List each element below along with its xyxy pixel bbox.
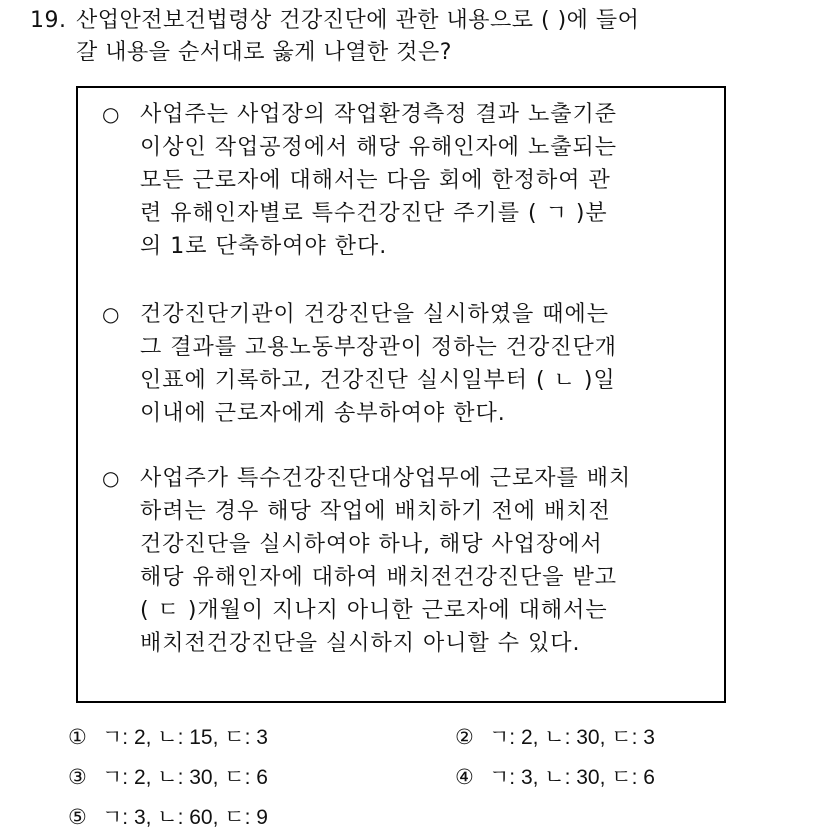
option-marker: ⑤ <box>68 806 87 829</box>
box-item-line: 건강진단기관이 건강진단을 실시하였을 때에는 <box>140 302 610 327</box>
option-3[interactable] <box>68 763 268 793</box>
option-marker: ③ <box>68 766 87 789</box>
option-text: ㄱ: 3, ㄴ: 60, ㄷ: 9 <box>102 806 268 829</box>
option-marker: ② <box>455 726 474 749</box>
box-item-line: 이내에 근로자에게 송부하여야 한다. <box>140 401 506 426</box>
box-item-line: 하려는 경우 해당 작업에 배치하기 전에 배치전 <box>140 499 611 524</box>
box-item-line: 그 결과를 고용노동부장관이 정하는 건강진단개 <box>140 335 618 360</box>
box-item-line: 건강진단을 실시하여야 하나, 해당 사업장에서 <box>140 532 603 557</box>
box-item-line: 이상인 작업공정에서 해당 유해인자에 노출되는 <box>140 135 618 160</box>
option-marker: ① <box>68 726 87 749</box>
option-5[interactable] <box>68 803 268 833</box>
option-text: ㄱ: 2, ㄴ: 30, ㄷ: 6 <box>102 766 268 789</box>
box-item-line: 인표에 기록하고, 건강진단 실시일부터 ( ㄴ )일 <box>140 368 616 393</box>
box-item-3 <box>102 462 712 660</box>
option-marker: ④ <box>455 766 474 789</box>
option-text: ㄱ: 3, ㄴ: 30, ㄷ: 6 <box>489 766 655 789</box>
box-item-line: 사업주는 사업장의 작업환경측정 결과 노출기준 <box>140 102 618 127</box>
bullet-circle-icon: ○ <box>102 302 120 326</box>
box-item-line: 모든 근로자에 대해서는 다음 회에 한정하여 관 <box>140 168 611 193</box>
box-item-line: 해당 유해인자에 대하여 배치전건강진단을 받고 <box>140 565 618 590</box>
box-item-line: ( ㄷ )개월이 지나지 아니한 근로자에 대해서는 <box>140 598 608 623</box>
box-item-line: 배치전건강진단을 실시하지 아니할 수 있다. <box>140 631 581 656</box>
condition-box <box>76 86 726 703</box>
box-item-1 <box>102 98 712 263</box>
box-item-line: 사업주가 특수건강진단대상업무에 근로자를 배치 <box>140 466 632 491</box>
option-4[interactable] <box>455 763 655 793</box>
option-text: ㄱ: 2, ㄴ: 15, ㄷ: 3 <box>102 726 268 749</box>
option-2[interactable] <box>455 723 655 753</box>
option-text: ㄱ: 2, ㄴ: 30, ㄷ: 3 <box>489 726 655 749</box>
box-item-line: 의 1로 단축하여야 한다. <box>140 234 388 259</box>
box-item-2 <box>102 298 712 430</box>
question-text-1: 산업안전보건법령상 건강진단에 관한 내용으로 ( )에 들어 <box>76 8 640 33</box>
question-line-2: 갈 내용을 순서대로 옳게 나열한 것은? <box>76 40 452 65</box>
box-item-line: 련 유해인자별로 특수건강진단 주기를 ( ㄱ )분 <box>140 201 608 226</box>
option-1[interactable] <box>68 723 268 753</box>
question-number: 19. <box>30 8 67 33</box>
bullet-circle-icon: ○ <box>102 102 120 126</box>
question-line-1 <box>30 6 639 36</box>
bullet-circle-icon: ○ <box>102 466 120 490</box>
